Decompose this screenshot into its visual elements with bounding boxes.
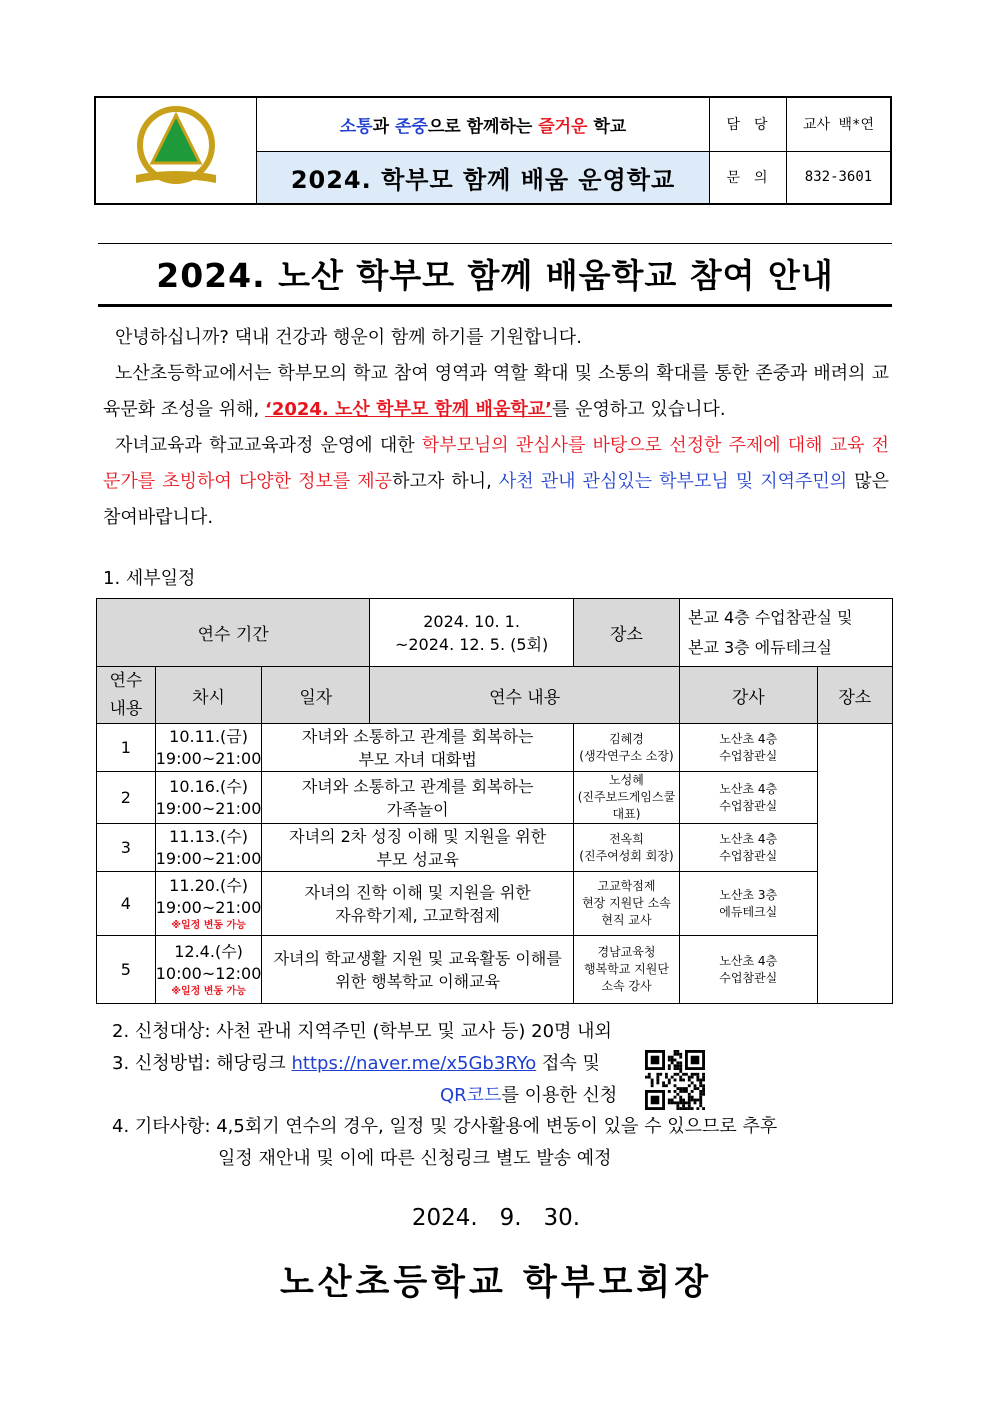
session-lecturer: 전옥희 (진주여성회 회장) [573, 824, 679, 872]
slogan-part: 으로 함께하는 [427, 116, 539, 137]
contact-value-1: 교사 백*연 [787, 97, 892, 151]
table-row [97, 724, 893, 772]
table-row [97, 936, 893, 1004]
table-row [97, 772, 893, 824]
session-content: 자녀의 학교생활 지원 및 교육활동 이해를 위한 행복학교 이해교육 [262, 936, 574, 1004]
slogan-part: 과 [372, 116, 395, 137]
session-place: 노산초 3층 에듀테크실 [679, 872, 817, 936]
session-no: 5 [97, 936, 156, 1004]
schedule-table [96, 598, 893, 1004]
period-value: 2024. 10. 1. ~2024. 12. 5. (5회) [370, 599, 574, 667]
signature: 노산초등학교 학부모회장 [279, 1263, 713, 1303]
session-content: 자녀의 2차 성징 이해 및 지원을 위한 부모 성교육 [262, 824, 574, 872]
col-header-lecturer: 강사 [679, 667, 817, 724]
session-no: 1 [97, 724, 156, 772]
title-rule-bottom [98, 304, 892, 307]
target-item: 2. 신청대상: 사천 관내 지역주민 (학부모 및 교사 등) 20명 내외 [112, 1021, 612, 1042]
greeting: 안녕하십니까? 댁내 건강과 행운이 함께 하기를 기원합니다. [115, 327, 582, 348]
slogan-part: 즐거운 [538, 116, 588, 137]
session-no: 3 [97, 824, 156, 872]
period-label: 연수 기간 [97, 599, 370, 667]
slogan-part: 존중 [394, 116, 428, 137]
slogan-part: 소통 [339, 116, 373, 137]
intro-paragraph-3: 자녀교육과 학교교육과정 운영에 대한 학부모님의 관심사를 바탕으로 선정한 주제에 대해 교육 전문가를 초빙하여 다양한 정보를 제공하고자 하니, 사천 관내 관심있는 학부모님 및 지역주민의 많은 참여바랍니다. [103, 435, 890, 528]
program-name-cell [257, 151, 710, 204]
session-date: 10.11.(금) 19:00~21:00 [155, 724, 262, 772]
school-logo-cell [95, 97, 257, 204]
qr-code-icon[interactable] [645, 1050, 705, 1110]
session-place: 노산초 4층 수업참관실 [679, 936, 817, 1004]
contact-label-2: 문의 [710, 151, 787, 204]
schedule-change-note: ※일정 변동 가능 [171, 986, 246, 997]
contact-value-2: 832-3601 [787, 151, 892, 204]
session-place: 노산초 4층 수업참관실 [679, 772, 817, 824]
etc-item-continued: 일정 재안내 및 이에 따른 신청링크 별도 발송 예정 [218, 1148, 612, 1169]
title-rule-top [98, 243, 892, 244]
slogan-cell [257, 97, 710, 151]
col-header-no: 차시 [155, 667, 262, 724]
place-label: 장소 [573, 599, 679, 667]
session-lecturer: 노성혜 (진주보드게임스쿨 대표) [573, 772, 679, 824]
document-title: 2024. 노산 학부모 함께 배움학교 참여 안내 [156, 256, 834, 295]
session-place: 노산초 4층 수업참관실 [679, 724, 817, 772]
program-name: 2024. 학부모 함께 배움 운영학교 [290, 165, 676, 194]
session-lecturer: 고교학점제 현장 지원단 소속 현직 교사 [573, 872, 679, 936]
col-header-date: 일자 [262, 667, 370, 724]
col-header-content: 연수 내용 [370, 667, 680, 724]
session-content: 자녀와 소통하고 관계를 회복하는 부모 자녀 대화법 [262, 724, 574, 772]
table-row [97, 872, 893, 936]
session-date: 11.20.(수) 19:00~21:00 ※일정 변동 가능 [155, 872, 262, 936]
intro-text [103, 320, 889, 536]
application-link[interactable]: https://naver.me/x5Gb3RYo [291, 1053, 537, 1074]
schedule-rows [97, 724, 893, 1004]
contact-label-1: 담당 [710, 97, 787, 151]
session-date: 12.4.(수) 10:00~12:00 ※일정 변동 가능 [155, 936, 262, 1004]
session-date: 10.16.(수) 19:00~21:00 [155, 772, 262, 824]
session-content: 자녀의 진학 이해 및 지원을 위한 자유학기제, 고교학점제 [262, 872, 574, 936]
etc-item: 4. 기타사항: 4,5회기 연수의 경우, 일정 및 강사활용에 변동이 있을 수 있으므로 추후 [112, 1116, 778, 1137]
intro-paragraph-2: 노산초등학교에서는 학부모의 학교 참여 영역과 역할 확대 및 소통의 확대를 통한 존중과 배려의 교육문화 조성을 위해, ‘2024. 노산 학부모 함께 배움학교’를 운영하고 있습니다. [103, 363, 889, 420]
section-heading-schedule: 1. 세부일정 [103, 568, 196, 589]
session-date: 11.13.(수) 19:00~21:00 [155, 824, 262, 872]
session-no: 2 [97, 772, 156, 824]
session-no: 4 [97, 872, 156, 936]
session-place: 노산초 4층 수업참관실 [679, 824, 817, 872]
session-lecturer: 김혜경 (생각연구소 소장) [573, 724, 679, 772]
slogan [340, 117, 626, 137]
session-lecturer: 경남교육청 행복학교 지원단 소속 강사 [573, 936, 679, 1004]
method-item: 3. 신청방법: 해당링크 https://naver.me/x5Gb3RYo 접속 및 [112, 1053, 600, 1074]
method-item-qr: QR코드를 이용한 신청 [440, 1085, 618, 1106]
document-date: 2024. 9. 30. [411, 1205, 581, 1231]
program-highlight: ‘2024. 노산 학부모 함께 배움학교’ [265, 399, 552, 420]
slogan-part: 학교 [587, 116, 627, 137]
schedule-change-note: ※일정 변동 가능 [171, 920, 246, 931]
content-side-label: 연수 내용 [97, 667, 156, 724]
session-content: 자녀와 소통하고 관계를 회복하는 가족놀이 [262, 772, 574, 824]
school-logo-icon [126, 103, 226, 195]
table-row [97, 824, 893, 872]
col-header-place: 장소 [817, 667, 892, 724]
place-value: 본교 4층 수업참관실 및 본교 3층 에듀테크실 [679, 599, 892, 667]
header-box [94, 96, 892, 205]
